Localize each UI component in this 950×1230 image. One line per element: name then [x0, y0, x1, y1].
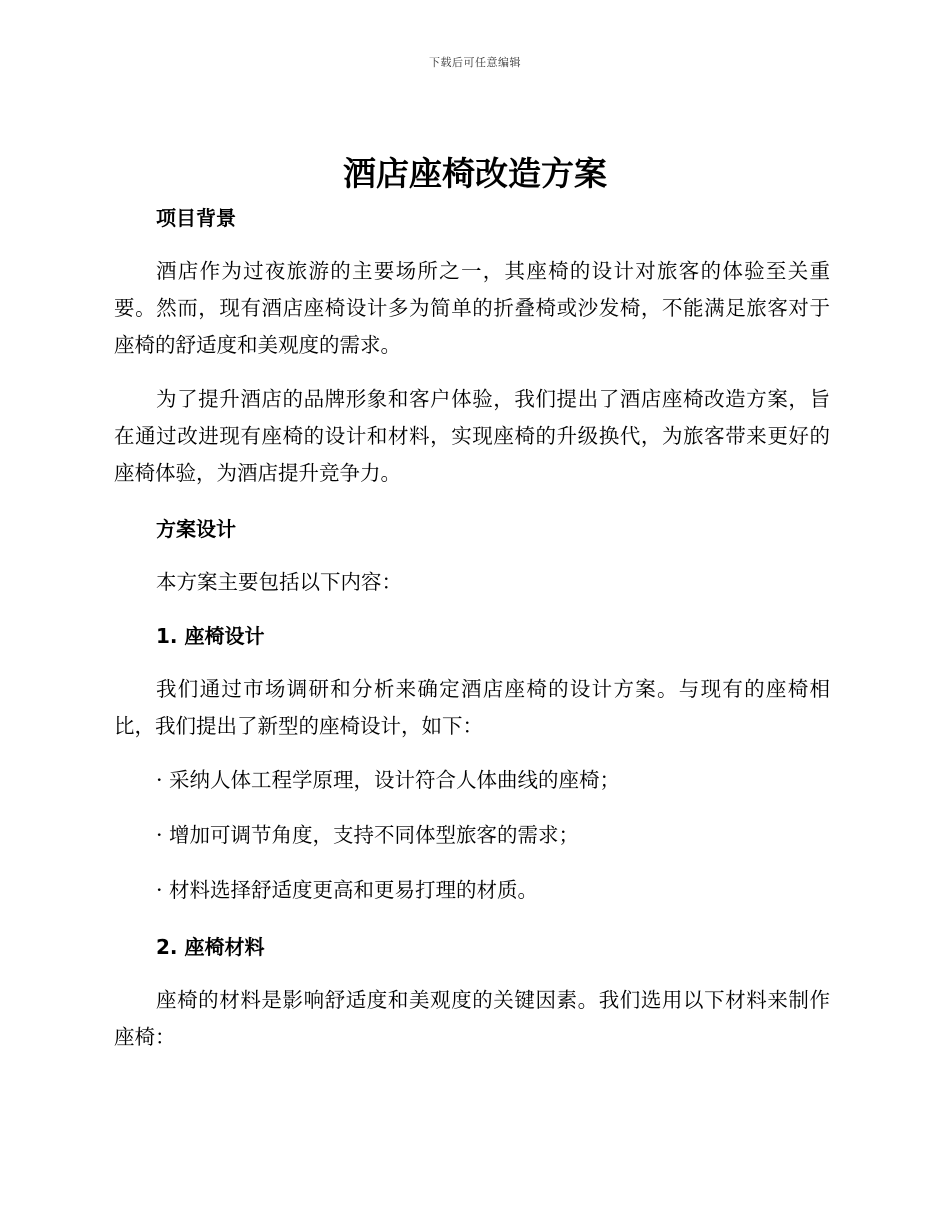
paragraph-seat-material: 座椅的材料是影响舒适度和美观度的关键因素。我们选用以下材料来制作座椅：: [114, 988, 830, 1049]
section-heading-design: 方案设计: [156, 517, 236, 541]
subsection-heading-seat-design: 1. 座椅设计: [156, 624, 265, 648]
paragraph-design-intro: 本方案主要包括以下内容：: [156, 570, 402, 594]
subsection-heading-seat-material: 2. 座椅材料: [156, 935, 265, 959]
bullet-item: · 材料选择舒适度更高和更易打理的材质。: [156, 878, 539, 902]
paragraph-background-2: 为了提升酒店的品牌形象和客户体验，我们提出了酒店座椅改造方案，旨在通过改进现有座椅的设计和材料，实现座椅的升级换代，为旅客带来更好的座椅体验，为酒店提升竞争力。: [114, 387, 830, 485]
bullet-item: · 增加可调节角度，支持不同体型旅客的需求；: [156, 823, 580, 847]
section-heading-background: 项目背景: [156, 206, 236, 230]
document-body: [114, 198, 830, 1073]
paragraph-background-1: 酒店作为过夜旅游的主要场所之一，其座椅的设计对旅客的体验至关重要。然而，现有酒店座椅设计多为简单的折叠椅或沙发椅，不能满足旅客对于座椅的舒适度和美观度的需求。: [114, 259, 830, 357]
paragraph-seat-design: 我们通过市场调研和分析来确定酒店座椅的设计方案。与现有的座椅相比，我们提出了新型的座椅设计，如下：: [114, 677, 830, 738]
bullet-item: · 采纳人体工程学原理，设计符合人体曲线的座椅；: [156, 768, 621, 792]
document-title: 酒店座椅改造方案: [343, 154, 607, 193]
header-note: 下载后可任意编辑: [429, 56, 521, 69]
